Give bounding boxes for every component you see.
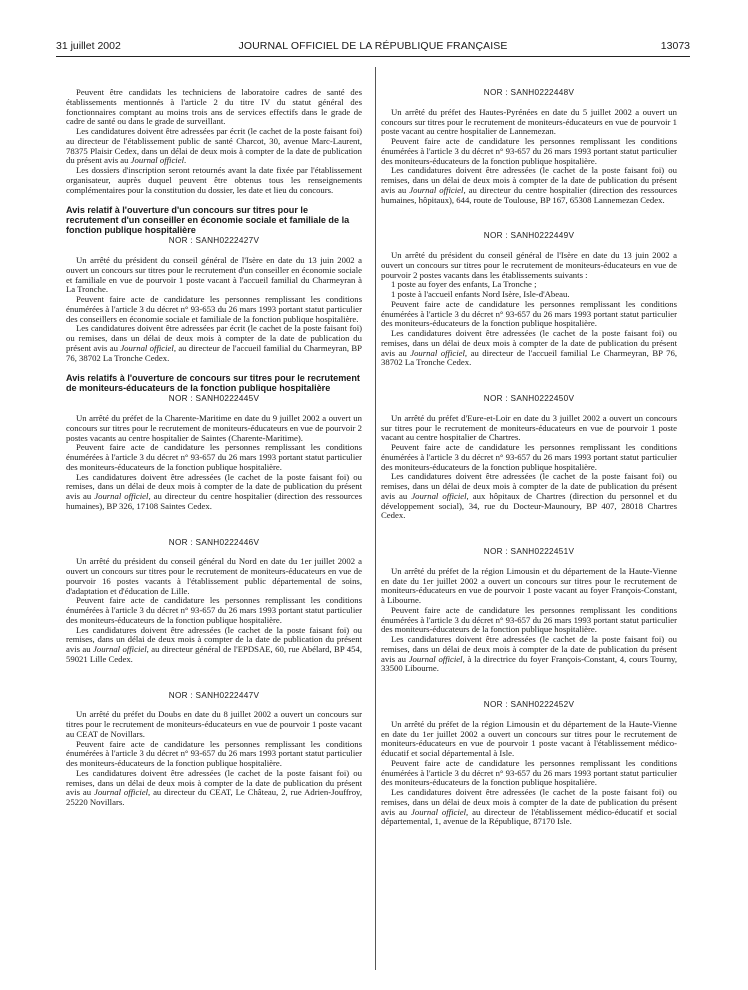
header-rule (56, 56, 690, 57)
paragraph: Peuvent faire acte de candidature les personnes remplissant les conditions énumérées à l'article 3 du décret n° 93-657 du 26 mars 1993 portant statut particulier des moniteurs-éducateurs de la fonction publique hospitalière. (66, 738, 362, 768)
paragraph: Les candidatures doivent être adressées par écrit (le cachet de la poste faisant foi) au directeur de l'établissement public de santé Charcot, 30, avenue Marc-Laurent, 78375 Plaisir Cedex, dans un délai de deux mois à compter de la date de publication du présent avis au Journal officiel. (66, 126, 362, 166)
paragraph: Peuvent faire acte de candidature les personnes remplissant les conditions énumérées à l'article 3 du décret n° 93-653 du 26 mars 1993 portant statut particulier des conseillers en économie sociale et familiale de la fonction publique hospitalière. (66, 294, 362, 324)
paragraph: Les candidatures doivent être adressées (le cachet de la poste faisant foi) ou remises, dans un délai de deux mois à compter de la date de publication du présent avis au Journal officiel, au directeur du CEAT, Le Château, 2, rue Adrien-Jouffroy, 25220 Novillars. (66, 767, 362, 807)
paragraph: Les candidatures doivent être adressées (le cachet de la poste faisant foi) ou remises, dans un délai de deux mois à compter de la date de publication du présent avis au Journal officiel, au directeur général de l'EPDSAE, 60, rue Abélard, BP 454, 59021 Lille Cedex. (66, 624, 362, 664)
paragraph: Les dossiers d'inscription seront retournés avant la date fixée par l'établissement organisateur, auprès duquel peuvent être obtenus tous les renseignements complémentaires pour la constitution du dossier, les date et lieu du concours. (66, 165, 362, 195)
header-page-number: 13073 (660, 40, 690, 52)
paragraph: Peuvent faire acte de candidature les personnes remplissant les conditions énumérées à l'article 3 du décret n° 93-657 du 26 mars 1993 portant statut particulier des moniteurs-éducateurs de la fonction publique hospitalière. (381, 298, 677, 329)
paragraph: Les candidatures doivent être adressées (le cachet de la poste faisant foi) ou remises, dans un délai de deux mois à compter de la date de publication du présent avis au Journal officiel, au directeur de l'établissement médico-éducatif et social départemental, 1, avenue de la République, 87170 Isle. (381, 787, 677, 827)
paragraph: Un arrêté du président du conseil général du Nord en date du 1er juillet 2002 a ouvert un concours sur titres pour le recrutement de moniteurs-éducateurs en vue de pourvoir 16 postes vacants à l'établissement public départemental de soins, d'adaptation et d'éducation de Lille. (66, 556, 362, 596)
avis-title: Avis relatif à l'ouverture d'un concours sur titres pour le recrutement d'un conseiller en économie sociale et familiale de la fonction publique hospitalière (66, 205, 350, 236)
paragraph: Un arrêté du préfet de la région Limousin et du département de la Haute-Vienne en date du 1er juillet 2002 a ouvert un concours sur titres pour le recrutement de moniteurs-éducateurs en vue de pourvoir 1 poste vacant au foyer François-Constant, à Libourne. (381, 565, 677, 605)
left-column (66, 88, 362, 808)
list-item: 1 poste à l'accueil enfants Nord Isère, Isle-d'Abeau. (391, 289, 570, 299)
column-divider (375, 67, 376, 970)
paragraph: Peuvent faire acte de candidature les personnes remplissant les conditions énumérées à l'article 3 du décret n° 93-657 du 26 mars 1993 portant statut particulier des moniteurs-éducateurs de la fonction publique hospitalière. (381, 136, 677, 166)
paragraph: Peuvent faire acte de candidature les personnes remplissant les conditions énumérées à l'article 3 du décret n° 93-657 du 26 mars 1993 portant statut particulier des moniteurs-éducateurs de la fonction publique hospitalière. (381, 757, 677, 788)
paragraph: Les candidatures doivent être adressées (le cachet de la poste faisant foi) ou remises, dans un délai de deux mois à compter de la date de publication du présent avis au Journal officiel, au directeur de l'accueil familial Le Charmeyran, BP 76, 38702 La Tronche Cedex. (381, 328, 677, 368)
paragraph: Un arrêté du préfet des Hautes-Pyrénées en date du 5 juillet 2002 a ouvert un concours sur titres pour le recrutement de moniteurs-éducateurs en vue de pourvoir 1 poste vacant au centre hospitalier de Lannemezan. (381, 106, 677, 137)
paragraph: Peuvent faire acte de candidature les personnes remplissant les conditions énumérées à l'article 3 du décret n° 93-657 du 26 mars 1993 portant statut particulier des moniteurs-éducateurs de la fonction publique hospitalière. (66, 442, 362, 472)
header-title: JOURNAL OFFICIEL DE LA RÉPUBLIQUE FRANÇAISE (238, 40, 508, 52)
paragraph: Un arrêté du préfet de la région Limousin et du département de la Haute-Vienne en date du 1er juillet 2002 a ouvert un concours sur titres pour le recrutement de moniteurs-éducateurs en vue de pourvoir 1 poste vacant à l'établissement médico-éducatif et social départemental à Isle. (381, 718, 677, 758)
paragraph: Les candidatures doivent être adressées (le cachet de la poste faisant foi) ou remises, dans un délai de deux mois à compter de la date de publication du présent avis au Journal officiel, au directeur du centre hospitalier (direction des ressources humaines, hôpitaux), 644, route de Toulouse, BP 167, 65308 Lannemezan Cedex. (381, 165, 677, 205)
paragraph: Un arrêté du président du conseil général de l'Isère en date du 13 juin 2002 a ouvert un concours sur titres pour le recrutement d'un conseiller en économie sociale et familiale en vue de pourvoir 1 poste vacant à l'accueil familial du Charmeyran à La Tronche. (66, 255, 362, 295)
paragraph: Les candidatures doivent être adressées par écrit (le cachet de la poste faisant foi) ou remises, dans un délai de deux mois à compter de la date de publication du présent avis au Journal officiel, au directeur de l'accueil familial du Charmeyran, BP 76, 38702 La Tronche Cedex. (66, 323, 363, 363)
page-header (56, 40, 690, 54)
paragraph: Peuvent faire acte de candidature les personnes remplissant les conditions énumérées à l'article 3 du décret n° 93-657 du 26 mars 1993 portant statut particulier des moniteurs-éducateurs de la fonction publique hospitalière. (381, 442, 677, 472)
paragraph: Peuvent faire acte de candidature les personnes remplissant les conditions énumérées à l'article 3 du décret n° 93-657 du 26 mars 1993 portant statut particulier des moniteurs-éducateurs de la fonction publique hospitalière. (66, 595, 362, 625)
paragraph: Un arrêté du préfet du Doubs en date du 8 juillet 2002 a ouvert un concours sur titres pour le recrutement de moniteurs-éducateurs en vue de pourvoir 1 poste vacant au CEAT de Novillars. (66, 709, 362, 739)
nor-reference: NOR : SANH0222450V (483, 394, 575, 403)
nor-reference: NOR : SANH0222448V (483, 88, 575, 97)
paragraph: Peuvent être candidats les techniciens de laboratoire cadres de santé des établissements mentionnés à l'article 2 du titre IV du statut général des fonctionnaires comptant au moins trois ans de services effectifs dans le grade de cadre de santé ou dans le grade de surveillant. (66, 87, 362, 127)
nor-reference: NOR : SANH0222451V (483, 547, 575, 556)
paragraph: Un arrêté du président du conseil général de l'Isère en date du 13 juin 2002 a ouvert un concours sur titres pour le recrutement de moniteurs-éducateurs en vue de pourvoir 2 postes vacants dans les établissements suivants : (381, 250, 677, 280)
nor-reference: NOR : SANH0222449V (483, 231, 575, 241)
paragraph: Les candidatures doivent être adressées (le cachet de la poste faisant foi) ou remises, dans un délai de deux mois à compter de la date de publication du présent avis au Journal officiel, aux hôpitaux de Chartres (direction du personnel et du développement social), 34, rue du Docteur-Maunoury, BP 407, 28018 Chartres Cedex. (381, 471, 677, 521)
paragraph: Un arrêté du préfet d'Eure-et-Loir en date du 3 juillet 2002 a ouvert un concours sur titres pour le recrutement de moniteurs-éducateurs en vue de pourvoir 1 poste vacant au centre hospitalier de Chartres. (381, 412, 677, 443)
paragraph: Un arrêté du préfet de la Charente-Maritime en date du 9 juillet 2002 a ouvert un concours sur titres pour le recrutement de moniteurs-éducateurs en vue de pourvoir 2 postes vacants au centre hospitalier de Saintes (Charente-Maritime). (66, 413, 362, 443)
nor-reference: NOR : SANH0222452V (483, 700, 575, 709)
right-column (381, 88, 677, 827)
nor-reference: NOR : SANH0222445V (168, 394, 260, 404)
nor-reference: NOR : SANH0222427V (168, 236, 260, 246)
paragraph: Peuvent faire acte de candidature les personnes remplissant les conditions énumérées à l'article 3 du décret n° 93-657 du 26 mars 1993 portant statut particulier des moniteurs-éducateurs de la fonction publique hospitalière. (381, 604, 677, 635)
establishment-list (381, 280, 677, 300)
list-item: 1 poste au foyer des enfants, La Tronche ; (391, 279, 537, 290)
avis-title: Avis relatifs à l'ouverture de concours sur titres pour le recrutement de moniteurs-éducateurs de la fonction publique hospitalière (66, 373, 360, 394)
paragraph: Les candidatures doivent être adressées (le cachet de la poste faisant foi) ou remises, dans un délai de deux mois à compter de la date de publication du présent avis au Journal officiel, au directeur du centre hospitalier (direction des ressources humaines), BP 326, 17108 Saintes Cedex. (66, 471, 362, 511)
nor-reference: NOR : SANH0222447V (168, 690, 260, 700)
nor-reference: NOR : SANH0222446V (168, 537, 260, 547)
header-date: 31 juillet 2002 (56, 40, 121, 52)
paragraph: Les candidatures doivent être adressées (le cachet de la poste faisant foi) ou remises, dans un délai de deux mois à compter de la date de publication du présent avis au Journal officiel, à la directrice du foyer François-Constant, 4, cours Tourny, 33500 Libourne. (381, 634, 678, 674)
